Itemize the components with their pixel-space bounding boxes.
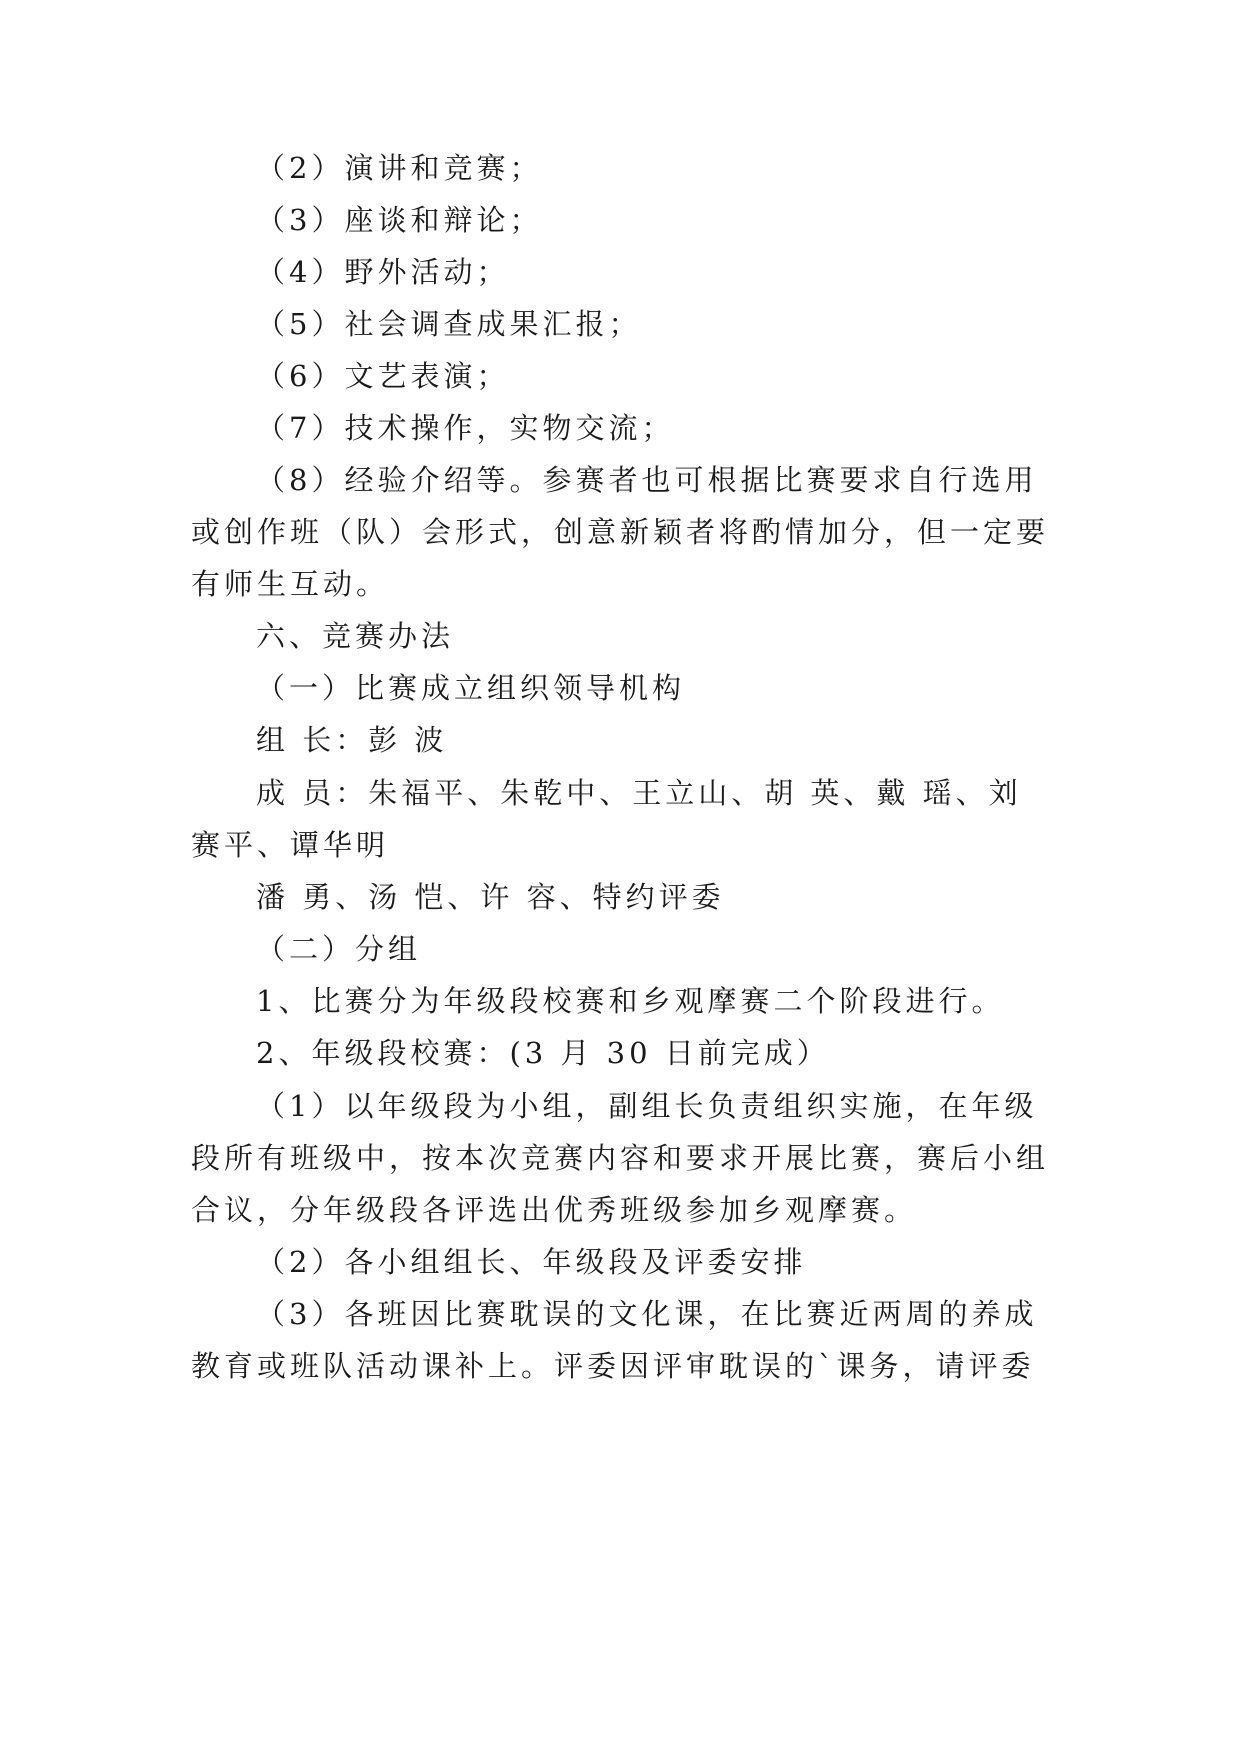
list-item-8-line-1: （8）经验介绍等。参赛者也可根据比赛要求自行选用	[256, 463, 1038, 497]
list-item-2: （2）演讲和竞赛；	[256, 151, 543, 185]
list-item-3: （3）座谈和辩论；	[256, 203, 543, 237]
paragraph-3-line-2: 教育或班队活动课补上。评委因评审耽误的`课务，请评委	[191, 1349, 1035, 1383]
list-item-4: （4）野外活动；	[256, 255, 510, 289]
paragraph-1-line-2: 段所有班级中，按本次竞赛内容和要求开展比赛，赛后小组	[191, 1141, 1050, 1175]
subsection-heading-2: （二）分组	[256, 932, 422, 966]
paragraph-3-line-1: （3）各班因比赛耽误的文化课，在比赛近两周的养成	[256, 1297, 1038, 1331]
list-item-8-line-3: 有师生互动。	[191, 567, 390, 601]
members-line-1: 成 员：朱福平、朱乾中、王立山、胡 英、戴 瑶、刘	[256, 776, 1022, 810]
members-line-2: 赛平、谭华明	[191, 828, 390, 862]
list-item-7: （7）技术操作，实物交流；	[256, 411, 675, 445]
grouping-item-2: 2、年级段校赛：(3 月 30 日前完成）	[256, 1036, 830, 1070]
grouping-item-1: 1、比赛分为年级段校赛和乡观摩赛二个阶段进行。	[256, 984, 1005, 1018]
subsection-heading-1: （一）比赛成立组织领导机构	[256, 671, 686, 705]
list-item-5: （5）社会调查成果汇报；	[256, 307, 642, 341]
list-item-8-line-2: 或创作班（队）会形式，创意新颖者将酌情加分，但一定要	[191, 515, 1050, 549]
paragraph-2-line-1: （2）各小组组长、年级段及评委安排	[256, 1245, 807, 1279]
section-heading-6: 六、竞赛办法	[256, 619, 455, 653]
members-line-3: 潘 勇、汤 恺、许 容、特约评委	[256, 880, 725, 914]
paragraph-1-line-1: （1）以年级段为小组，副组长负责组织实施，在年级	[256, 1089, 1038, 1123]
paragraph-1-line-3: 合议，分年级段各评选出优秀班级参加乡观摩赛。	[191, 1193, 918, 1227]
group-leader-line: 组 长：彭 波	[256, 723, 448, 757]
list-item-6: （6）文艺表演；	[256, 359, 510, 393]
